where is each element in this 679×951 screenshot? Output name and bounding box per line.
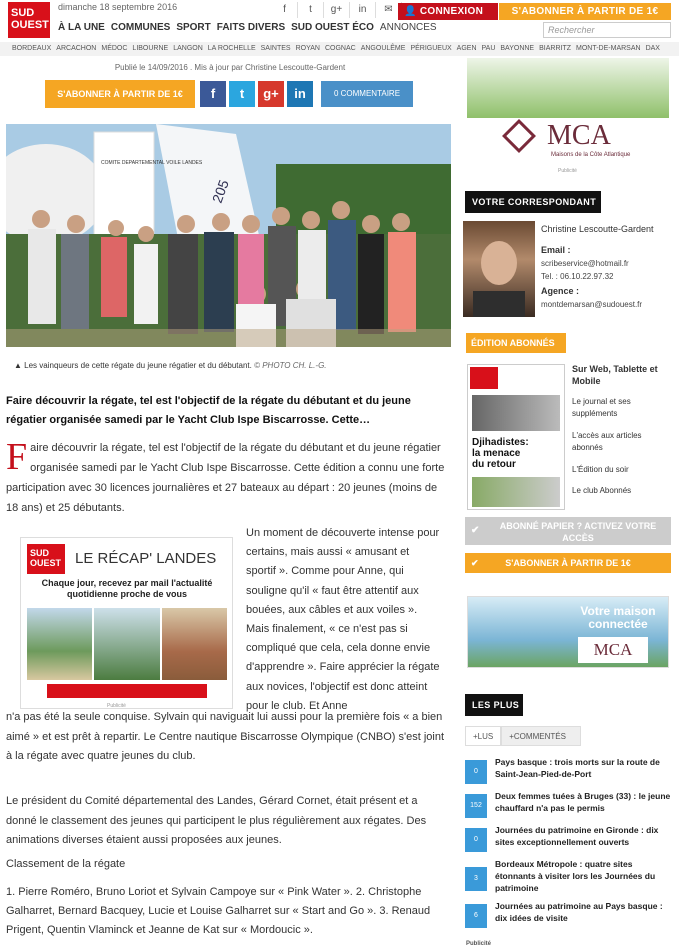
board-text: COMITE DEPARTEMENTAL VOILE LANDES — [101, 160, 203, 166]
caption-text: Les vainqueurs de cette régate du jeune régatier et du débutant. — [24, 361, 252, 370]
ad2-title: Votre maison connectée — [580, 604, 656, 631]
recap-logo-line2: OUEST — [30, 558, 62, 568]
regatta-photo-illustration — [6, 124, 451, 347]
ad2-brand: MCA — [578, 637, 648, 663]
share-bar — [45, 80, 413, 108]
published-info: Publié le 14/09/2016 . Mis à jour par Christine Lescoutte-Gardent — [114, 63, 346, 72]
comment-count-badge: 0 — [465, 828, 487, 852]
correspondent-header: VOTRE CORRESPONDANT — [465, 191, 601, 213]
list-item[interactable] — [465, 756, 671, 790]
paragraph-3: Le président du Comité départemental des Landes, Gérard Cornet, était présent et a donné le classement des jeunes qui participent le plus régulièrement aux régates. Des animations diverses étaient aussi proposées aux jeunes. — [6, 795, 427, 846]
recap-subscribe-button[interactable] — [47, 684, 207, 698]
nav-faits-divers[interactable]: FAITS DIVERS — [216, 22, 286, 33]
city-link[interactable]: LIBOURNE — [132, 45, 169, 52]
main-nav — [58, 22, 437, 33]
city-link[interactable]: BORDEAUX — [12, 45, 52, 52]
nav-a-la-une[interactable]: À LA UNE — [58, 22, 105, 33]
googleplus-share-icon[interactable]: g+ — [258, 81, 284, 107]
email-value[interactable]: scribeservice@hotmail.fr — [541, 259, 629, 268]
list-item-title[interactable]: Bordeaux Métropole : quatre sites étonnants à visiter lors les Journées du patrimoine — [495, 859, 656, 893]
les-plus-header: LES PLUS — [465, 694, 523, 716]
ranking-heading: Classement de la régate — [6, 858, 126, 870]
les-plus-list — [465, 756, 671, 934]
mca-subtitle: Maisons de la Côte Atlantique — [551, 152, 631, 158]
activate-access-label: ABONNÉ PAPIER ? ACTIVEZ VOTRE ACCÈS — [499, 521, 657, 543]
agence-value[interactable]: montdemarsan@sudouest.fr — [541, 300, 643, 309]
list-item-title[interactable]: Pays basque : trois morts sur la route de Saint-Jean-Pied-de-Port — [495, 757, 660, 779]
linkedin-icon[interactable]: in — [350, 2, 376, 18]
ranking-list: 1. Pierre Roméro, Bruno Loriot et Sylvain Campoye sur « Pink Water ». 2. Christophe Galharret, Bernard Bacquey, Lucie et Louise Galharret sur « Start and Go ». 3. Renaud Prigent, Quentin Vlaminck et Jeanne de Kat sur « Mordoucic ». — [6, 886, 431, 936]
sudouest-logo[interactable] — [8, 2, 50, 38]
search-input[interactable]: Rechercher — [543, 22, 671, 38]
mca-logo-icon — [502, 119, 536, 153]
googleplus-icon[interactable]: g+ — [324, 2, 350, 18]
phone-value: Tel. : 06.10.22.97.32 — [541, 272, 614, 281]
comment-count-badge: 3 — [465, 867, 487, 891]
city-link[interactable]: ARCACHON — [56, 45, 97, 52]
city-link[interactable]: LA ROCHELLE — [207, 45, 256, 52]
city-link[interactable]: LANGON — [173, 45, 203, 52]
logo-line1: SUD — [11, 7, 35, 19]
subscribe-article-button[interactable]: S'ABONNER À PARTIR DE 1€ — [45, 80, 195, 108]
recap-subtitle: Chaque jour, recevez par mail l'actualité quotidienne proche de vous — [41, 578, 213, 599]
activate-access-button[interactable] — [465, 517, 671, 545]
recap-logo — [27, 544, 65, 574]
cities-bar — [0, 42, 679, 56]
nav-communes[interactable]: COMMUNES — [110, 22, 171, 33]
paragraph-2-column: Un moment de découverte intense pour certains, mais aussi « amusant et sportif ». Comme pour Anne, qui souligne qu'il « faut être attentif aux bouées, aux câbles et aux voiles ». Mais finalement, « ce n'est pas si compliqué que cela, cela donne envie d'apprendre ». Faire apprécier la régate aux novices, l'objectif est donc atteint pour le club. Et Anne — [246, 527, 440, 712]
twitter-share-icon[interactable]: t — [229, 81, 255, 107]
tab-most-read[interactable]: +LUS — [465, 726, 501, 746]
les-plus-tabs — [465, 726, 581, 746]
caption-credit: © PHOTO CH. L.-G. — [254, 361, 327, 370]
dropcap: F — [6, 436, 28, 478]
recap-images — [27, 608, 227, 680]
agence-label: Agence : — [541, 286, 580, 296]
mca-title: MCA — [547, 120, 611, 151]
nav-sud-ouest-eco[interactable]: SUD OUEST ÉCO — [291, 22, 374, 33]
logo-line2: OUEST — [11, 19, 49, 31]
recap-title: LE RÉCAP' LANDES — [75, 550, 217, 567]
list-item-title[interactable]: Journées du patrimoine en Gironde : dix sites exceptionnellement ouverts — [495, 825, 659, 847]
paragraph-1 — [6, 438, 446, 518]
subscribe-side-button[interactable] — [465, 553, 671, 573]
cover-image — [472, 395, 560, 431]
recap-ad[interactable] — [20, 537, 233, 709]
social-links — [272, 2, 402, 18]
subscribe-side-label: S'ABONNER À PARTIR DE 1€ — [505, 558, 631, 568]
facebook-share-icon[interactable]: f — [200, 81, 226, 107]
city-link[interactable]: SAINTES — [260, 45, 291, 52]
edition-item: Le journal et ses suppléments — [572, 397, 631, 418]
city-link[interactable]: MONT-DE-MARSAN — [576, 45, 641, 52]
comment-button[interactable]: 0 COMMENTAIRE — [321, 81, 413, 107]
email-label: Email : — [541, 245, 571, 255]
recap-ad-label: Publicité — [107, 703, 126, 709]
list-item[interactable] — [465, 858, 671, 900]
city-link[interactable]: COGNAC — [324, 45, 356, 52]
correspondent-name: Christine Lescoutte-Gardent — [541, 224, 654, 234]
edition-title: Sur Web, Tablette et Mobile — [572, 364, 658, 386]
cover-bottom-image — [472, 477, 560, 507]
mca-ad-bottom[interactable] — [467, 596, 669, 668]
mca-house-image — [467, 58, 669, 118]
photo-caption — [14, 361, 327, 370]
connexion-label: CONNEXION — [419, 6, 484, 17]
recap-logo-line1: SUD — [30, 548, 50, 558]
linkedin-share-icon[interactable]: in — [287, 81, 313, 107]
top-bar — [0, 0, 679, 42]
connexion-button[interactable] — [398, 3, 498, 20]
list-item[interactable] — [465, 790, 671, 824]
city-link[interactable]: ANGOULÊME — [360, 45, 406, 52]
edition-cover[interactable] — [467, 364, 565, 510]
facebook-icon[interactable]: f — [272, 2, 298, 18]
paragraph-2-continued: n'a pas été la seule conquise. Sylvain qui naviguait lui aussi pour la première fois « a bien aimé » et est prêt à repartir. Le Centre nautique Biscarrosse Olympique (CNBO) s'est joint à la régate avec quatre jeunes du club. — [6, 711, 445, 762]
check-icon: ✔ — [471, 558, 479, 568]
comment-count-badge: 0 — [465, 760, 487, 784]
city-link[interactable]: PÉRIGUEUX — [410, 45, 452, 52]
nav-sport[interactable]: SPORT — [176, 22, 211, 33]
bottom-ad-label: Publicité — [466, 941, 492, 947]
caption-arrow-icon: ▲ — [14, 361, 25, 370]
city-link[interactable]: AGEN — [456, 45, 477, 52]
city-link[interactable]: ROYAN — [295, 45, 320, 52]
city-link[interactable]: PAU — [481, 45, 496, 52]
cover-logo — [470, 367, 498, 389]
city-link[interactable]: BAYONNE — [500, 45, 535, 52]
edition-item: L'Édition du soir — [572, 465, 629, 474]
twitter-icon[interactable]: t — [298, 2, 324, 18]
mca-ad-top[interactable] — [467, 58, 669, 166]
subscribe-top-button[interactable]: S'ABONNER À PARTIR DE 1€ — [499, 3, 671, 20]
tab-most-commented[interactable]: +COMMENTÉS — [501, 726, 581, 746]
current-date: dimanche 18 septembre 2016 — [58, 2, 178, 12]
city-link[interactable]: BIARRITZ — [539, 45, 571, 52]
list-item-title[interactable]: Journées au patrimoine au Pays basque : dix idées de visite — [495, 901, 663, 923]
avatar-illustration — [463, 221, 535, 317]
edition-item: L'accès aux articles abonnés — [572, 431, 642, 452]
user-icon: 👤 — [404, 6, 420, 17]
paragraph-1-text: aire découvrir la régate, tel est l'objectif de la régate du débutant et du jeune régatier organisée samedi par le Yacht Club Ispe Biscarrosse. Cette édition a connu une forte participation avec 30 licences journalières et 27 bateaux au départ : 20 jeunes (moins de 18 ans) et 25 débutants. — [6, 442, 445, 514]
sail-number: 205 — [208, 177, 232, 206]
article-photo — [6, 124, 451, 347]
article-headline: Faire découvrir la régate, tel est l'objectif de la régate du débutant et du jeune régatier organisée samedi par le Yacht Club Ispe Biscarrosse. Cette… — [6, 395, 411, 426]
nav-annonces[interactable]: ANNONCES — [379, 22, 437, 33]
list-item[interactable] — [465, 824, 671, 858]
edition-item: Le club Abonnés — [572, 486, 632, 495]
check-icon: ✔ — [471, 525, 480, 536]
mca-ad-label: Publicité — [558, 168, 577, 174]
correspondent-avatar — [463, 221, 535, 317]
list-item[interactable] — [465, 900, 671, 934]
city-link[interactable]: MÉDOC — [101, 45, 128, 52]
comment-count-badge: 152 — [465, 794, 487, 818]
comment-count-badge: 6 — [465, 904, 487, 928]
mail-icon[interactable]: ✉ — [376, 2, 402, 18]
cover-headline: Djihadistes: la menace du retour — [472, 437, 529, 470]
edition-header: ÉDITION ABONNÉS — [466, 333, 566, 353]
list-item-title[interactable]: Deux femmes tuées à Bruges (33) : le jeune chauffard n'a pas le permis — [495, 791, 671, 813]
city-link[interactable]: DAX — [645, 45, 660, 52]
